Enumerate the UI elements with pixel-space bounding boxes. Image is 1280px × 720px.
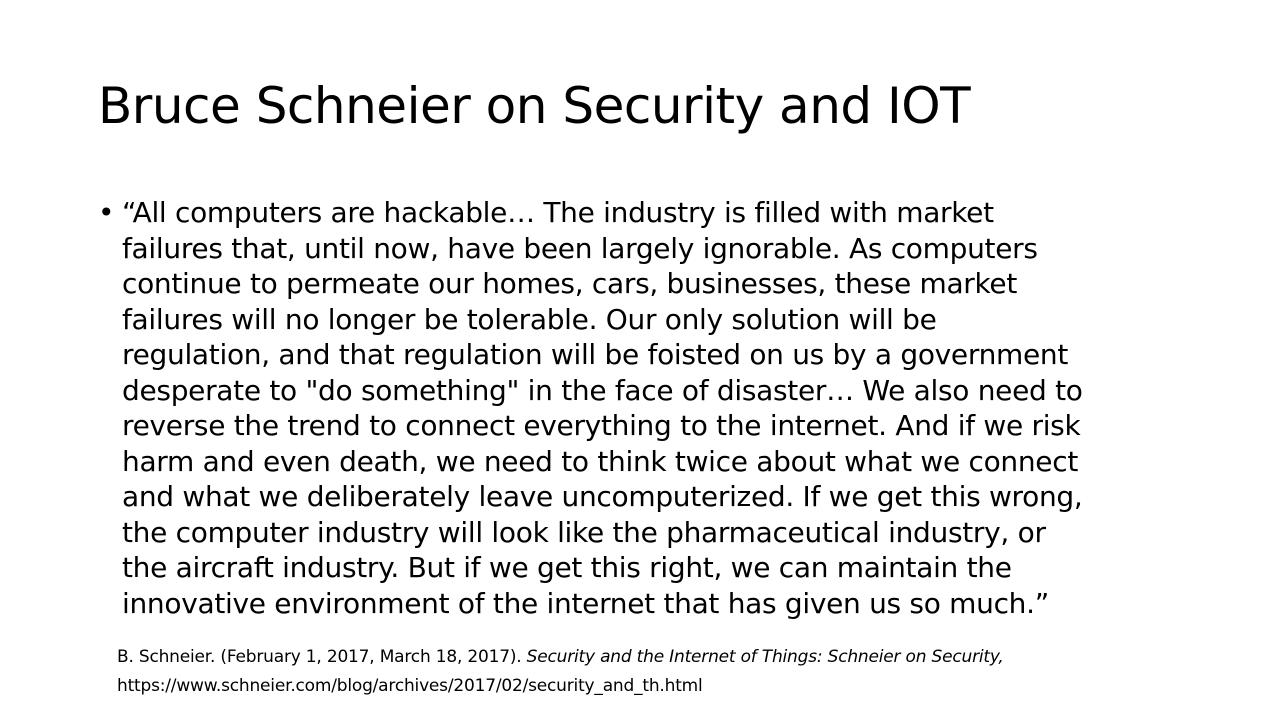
slide-title: Bruce Schneier on Security and IOT	[98, 77, 971, 135]
quote-line-1: “All computers are hackable… The industry is filled with market	[122, 196, 994, 229]
citation-url: https://www.schneier.com/blog/archives/2017/02/security_and_th.html	[117, 676, 703, 696]
citation-prefix: B. Schneier. (February 1, 2017, March 18, 2017).	[117, 647, 527, 667]
citation-source-title: Security and the Internet of Things: Schneier on Security,	[526, 647, 1004, 667]
quote-line-9: and what we deliberately leave uncomputerized. If we get this wrong,	[122, 480, 1083, 513]
quote-line-3: continue to permeate our homes, cars, businesses, these market	[122, 267, 1018, 300]
quote-line-6: desperate to "do something" in the face of disaster… We also need to	[122, 373, 1083, 407]
quote-line-4: failures will no longer be tolerable. Our only solution will be	[122, 302, 937, 336]
citation	[117, 643, 1237, 701]
citation-line-1	[117, 643, 1237, 672]
quote-line-11: the aircraft industry. But if we get this right, we can maintain the	[122, 551, 1012, 584]
quote-line-12: innovative environment of the internet that has given us so much.”	[122, 586, 1049, 620]
bullet-list	[98, 195, 1190, 621]
quote-line-5: regulation, and that regulation will be foisted on us by a government	[122, 338, 1069, 371]
bullet-icon: •	[98, 196, 115, 229]
quote-line-2: failures that, until now, have been largely ignorable. As computers	[122, 231, 1038, 265]
quote-line-8: harm and even death, we need to think twice about what we connect	[122, 444, 1079, 478]
quote-line-7: reverse the trend to connect everything to the internet. And if we risk	[122, 409, 1081, 442]
quote-line-10: the computer industry will look like the pharmaceutical industry, or	[122, 515, 1046, 549]
quote-bullet	[98, 195, 1190, 621]
